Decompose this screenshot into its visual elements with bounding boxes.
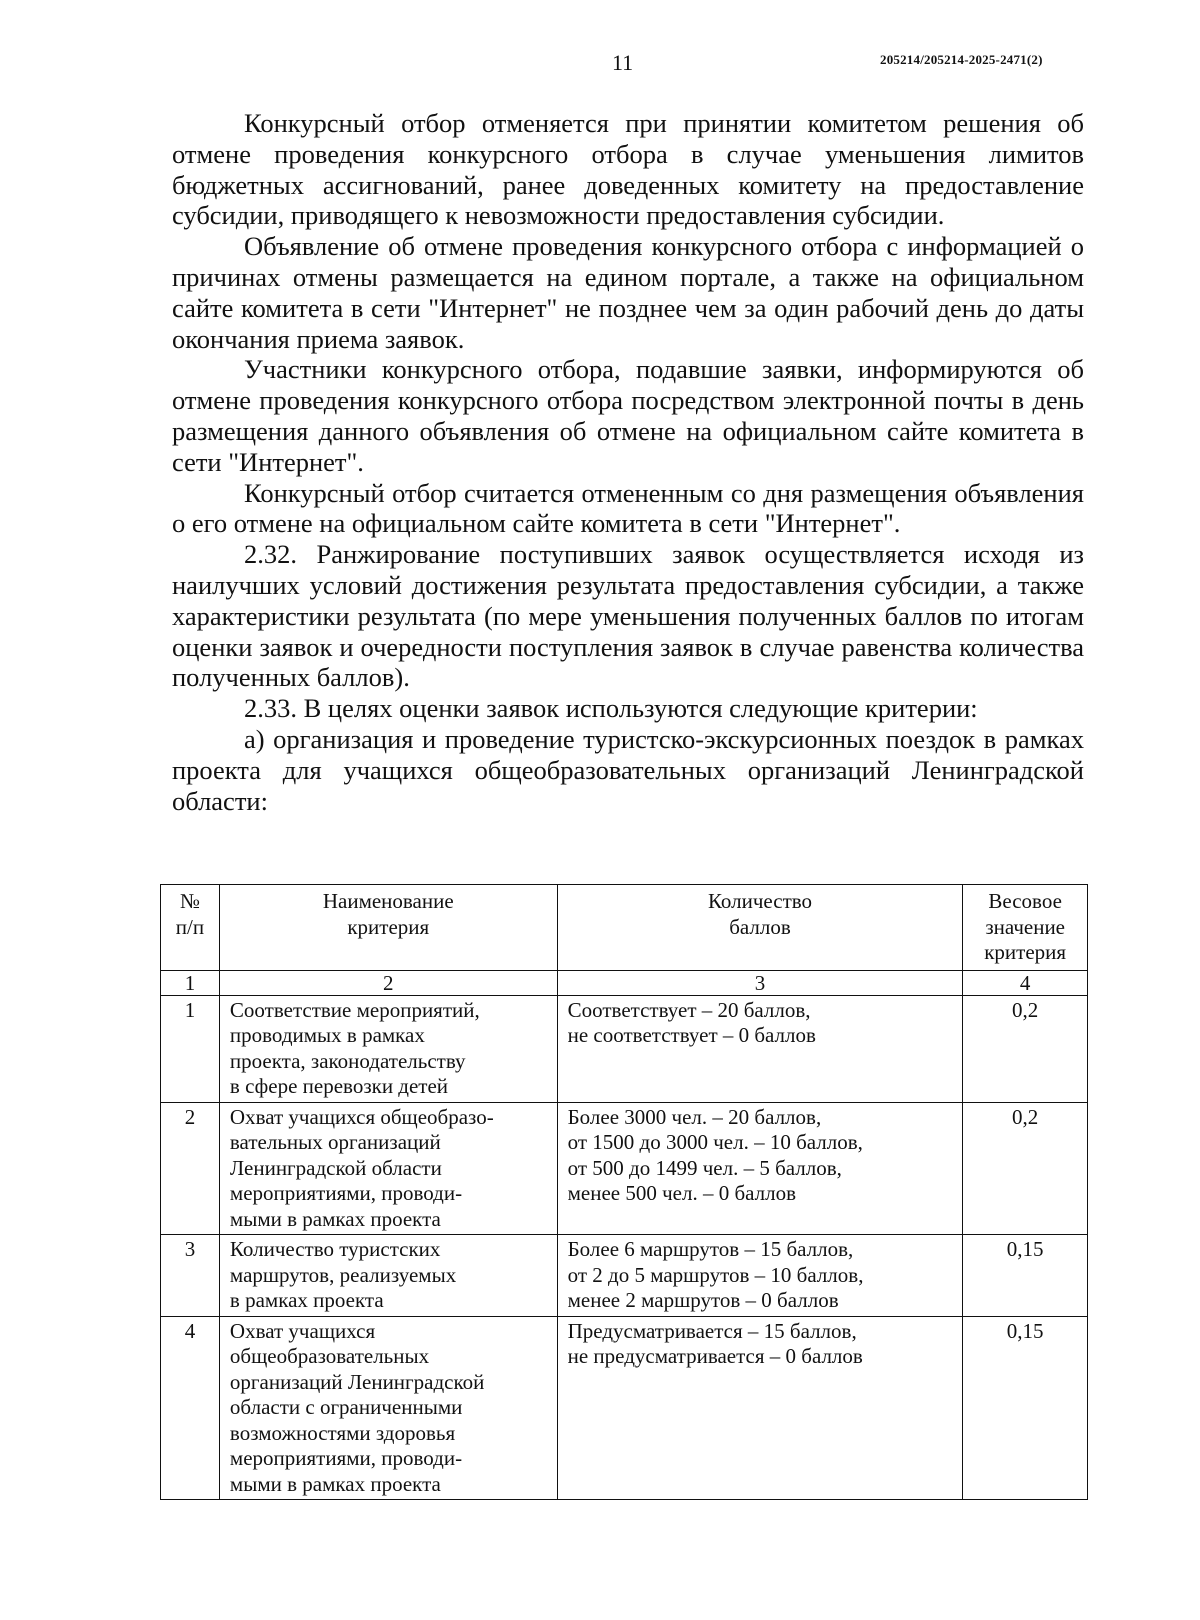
row-num: 1 [161,995,220,1102]
table-row [161,1102,1088,1235]
row-weight: 0,2 [963,995,1088,1102]
index-cell: 2 [219,970,557,995]
row-points: Соответствует – 20 баллов, не соответствует – 0 баллов [557,995,963,1102]
header-name: Наименование критерия [219,885,557,971]
row-points: Предусматривается – 15 баллов, не предусматривается – 0 баллов [557,1316,963,1500]
header-weight: Весовое значение критерия [963,885,1088,971]
row-name: Охват учащихся общеобразо- вательных организаций Ленинградской области мероприятиями, проводи- мыми в рамках проекта [219,1102,557,1235]
paragraph: Объявление об отмене проведения конкурсного отбора с информацией о причинах отмены размещается на едином портале, а также на официальном сайте комитета в сети "Интернет" не позднее чем за один рабочий день до даты окончания приема заявок. [172,231,1084,354]
header-points: Количество баллов [557,885,963,971]
row-num: 4 [161,1316,220,1500]
table-row [161,995,1088,1102]
header-num: № п/п [161,885,220,971]
paragraph: Конкурсный отбор отменяется при принятии комитетом решения об отмене проведения конкурсного отбора в случае уменьшения лимитов бюджетных ассигнований, ранее доведенных комитету на предоставление субсидии, приводящего к невозможности предоставления субсидии. [172,108,1084,231]
paragraph: 2.33. В целях оценки заявок используются следующие критерии: [244,693,978,724]
row-name: Соответствие мероприятий, проводимых в рамках проекта, законодательству в сфере перевозки детей [219,995,557,1102]
index-cell: 3 [557,970,963,995]
table-index-row [161,970,1088,995]
paragraph: Участники конкурсного отбора, подавшие заявки, информируются об отмене проведения конкурсного отбора посредством электронной почты в день размещения данного объявления об отмене на официальном сайте комитета в сети "Интернет". [172,354,1084,477]
row-points: Более 3000 чел. – 20 баллов, от 1500 до 3000 чел. – 10 баллов, от 500 до 1499 чел. – 5 баллов, менее 500 чел. – 0 баллов [557,1102,963,1235]
table-row [161,1316,1088,1500]
criteria-table [160,884,1088,1500]
paragraph: 2.32. Ранжирование поступивших заявок осуществляется исходя из наилучших условий достижения результата предоставления субсидии, а также характеристики результата (по мере уменьшения полученных баллов по итогам оценки заявок и очередности поступления заявок в случае равенства количества полученных баллов). [172,539,1084,693]
row-name: Охват учащихся общеобразовательных организаций Ленинградской области с ограниченными возможностями здоровья мероприятиями, проводи- мыми в рамках проекта [219,1316,557,1500]
row-weight: 0,2 [963,1102,1088,1235]
index-cell: 1 [161,970,220,995]
row-num: 2 [161,1102,220,1235]
document-id: 205214/205214-2025-2471(2) [880,52,1043,67]
paragraph: Конкурсный отбор считается отмененным со дня размещения объявления о его отмене на официальном сайте комитета в сети "Интернет". [172,477,1084,539]
row-points: Более 6 маршрутов – 15 баллов, от 2 до 5 маршрутов – 10 баллов, менее 2 маршрутов – 0 баллов [557,1235,963,1317]
row-weight: 0,15 [963,1316,1088,1500]
row-num: 3 [161,1235,220,1317]
table-row [161,1235,1088,1317]
row-weight: 0,15 [963,1235,1088,1317]
index-cell: 4 [963,970,1088,995]
paragraph: а) организация и проведение туристско-экскурсионных поездок в рамках проекта для учащихся общеобразовательных организаций Ленинградской области: [172,723,1084,816]
page-number: 11 [612,50,634,75]
body-text [172,108,1084,816]
table-header-row [161,885,1088,971]
row-name: Количество туристских маршрутов, реализуемых в рамках проекта [219,1235,557,1317]
